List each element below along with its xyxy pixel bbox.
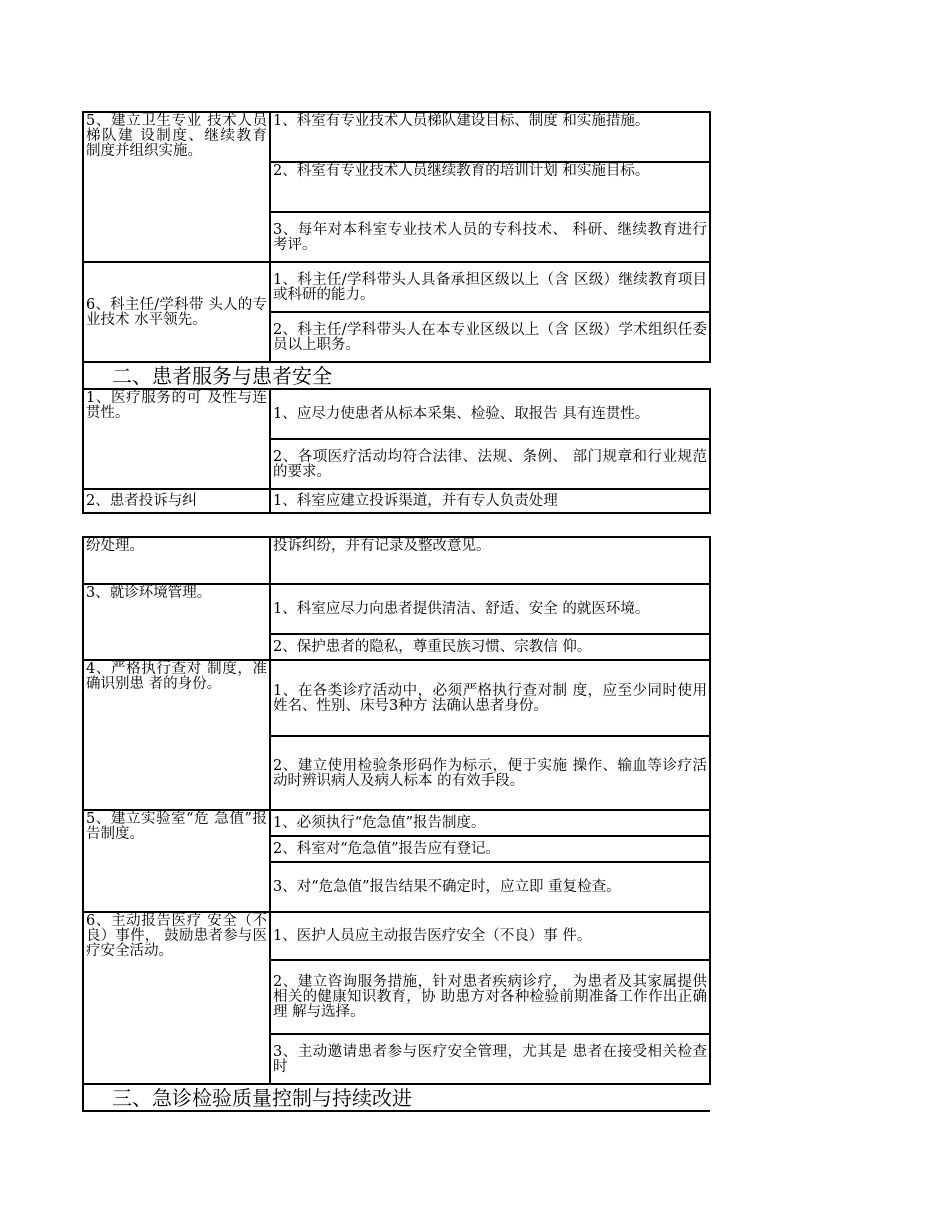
criterion-2-1: 1、科室应建立投诉渠道，并有专人负责处理 bbox=[270, 489, 710, 513]
criterion-3-1: 1、科室应尽力向患者提供清洁、舒适、安全 的就医环境。 bbox=[270, 584, 710, 634]
criterion-1-1: 1、应尽力使患者从标本采集、检验、取报告 具有连贯性。 bbox=[270, 389, 710, 439]
item-5-critical-value: 5、建立实验室“危 急值”报告制度。 bbox=[83, 810, 270, 912]
criterion-4-2: 2、建立使用检验条形码作为标示，便于实施 操作、输血等诊疗活动时辨识病人及病人标本 的有效手段。 bbox=[270, 736, 710, 810]
standards-table-part-2 bbox=[82, 536, 711, 1112]
criterion-6-1-adverse: 1、医护人员应主动报告医疗安全（不良）事 件。 bbox=[270, 912, 710, 960]
criterion-5-2-critical: 2、科室对“危急值”报告应有登记。 bbox=[270, 836, 710, 862]
criterion-5-3-critical: 3、对“危急值”报告结果不确定时，应立即 重复检查。 bbox=[270, 862, 710, 912]
criterion-6-2-adverse: 2、建立咨询服务措施，针对患者疾病诊疗， 为患者及其家属提供相关的健康知识教育，协 助患方对各种检验前期准备工作作出正确理 解与选择。 bbox=[270, 960, 710, 1034]
item-6-department-head: 6、科主任/学科带 头人的专业技术 水平领先。 bbox=[83, 262, 270, 362]
criterion-4-1: 1、在各类诊疗活动中，必须严格执行查对制 度，应至少同时使用姓名、性别、床号3种方 法确认患者身份。 bbox=[270, 660, 710, 736]
criterion-2-1-cont: 投诉纠纷，并有记录及整改意见。 bbox=[270, 537, 710, 584]
item-5-staff-training: 5、建立卫生专业 技术人员梯队建 设制度、继续教育 制度并组织实施。 bbox=[83, 112, 270, 262]
item-6-adverse-events: 6、主动报告医疗 安全（不良）事件， 鼓励患者参与医 疗安全活动。 bbox=[83, 912, 270, 1084]
criterion-5-1: 1、科室有专业技术人员梯队建设目标、制度 和实施措施。 bbox=[270, 112, 710, 162]
criterion-6-3-adverse: 3、主动邀请患者参与医疗安全管理，尤其是 患者在接受相关检查时 bbox=[270, 1034, 710, 1084]
item-1-service-accessibility: 1、医疗服务的可 及性与连贯性。 bbox=[83, 389, 270, 489]
criterion-5-3: 3、每年对本科室专业技术人员的专科技术、 科研、继续教育进行考评。 bbox=[270, 212, 710, 262]
criterion-6-1: 1、科主任/学科带头人具备承担区级以上（含 区级）继续教育项目或科研的能力。 bbox=[270, 262, 710, 312]
criterion-1-2: 2、各项医疗活动均符合法律、法规、条例、 部门规章和行业规范的要求。 bbox=[270, 439, 710, 489]
criterion-6-2: 2、科主任/学科带头人在本专业区级以上（含 区级）学术组织任委员以上职务。 bbox=[270, 312, 710, 362]
section-heading-2: 二、患者服务与患者安全 bbox=[83, 362, 710, 389]
criterion-3-2: 2、保护患者的隐私，尊重民族习惯、宗教信 仰。 bbox=[270, 634, 710, 660]
section-heading-3: 三、急诊检验质量控制与持续改进 bbox=[83, 1084, 710, 1111]
item-3-environment: 3、就诊环境管理。 bbox=[83, 584, 270, 660]
criterion-5-1-critical: 1、必须执行“危急值”报告制度。 bbox=[270, 810, 710, 836]
item-2-complaints: 2、患者投诉与纠 bbox=[83, 489, 270, 513]
item-4-identity-check: 4、严格执行查对 制度，准确识别患 者的身份。 bbox=[83, 660, 270, 810]
item-2-complaints-cont: 纷处理。 bbox=[83, 537, 270, 584]
criterion-5-2: 2、科室有专业技术人员继续教育的培训计划 和实施目标。 bbox=[270, 162, 710, 212]
standards-table-part-1 bbox=[82, 111, 711, 514]
